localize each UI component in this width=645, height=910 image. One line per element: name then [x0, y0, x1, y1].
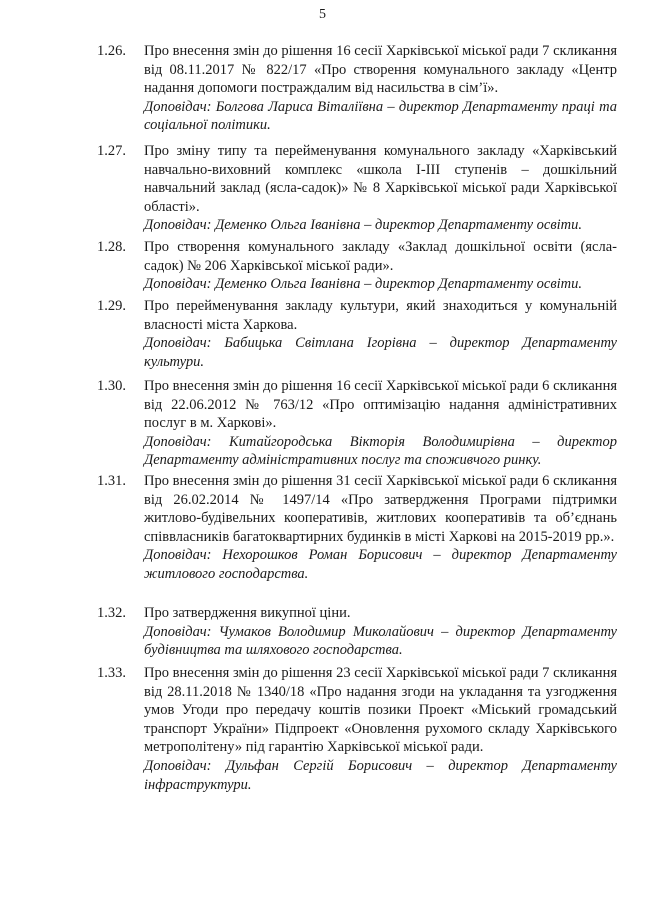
item-number: 1.30.: [97, 378, 126, 394]
item-number: 1.28.: [97, 239, 126, 255]
item-title: Про затвердження викупної ціни.: [144, 605, 351, 621]
item-number: 1.27.: [97, 143, 126, 159]
item-number: 1.26.: [97, 43, 126, 59]
speaker-line: Доповідач: Бабицька Світлана Ігорівна – директор Департаменту культури.: [144, 335, 617, 370]
item-title: Про зміну типу та перейменування комунального закладу «Харківський навчально-виховний комплекс «школа І-ІІІ ступенів – дошкільний навчальний заклад (ясла-садок)» № 8 Харківської міської ради Харківської області».: [144, 143, 617, 215]
item-title: Про створення комунального закладу «Заклад дошкільної освіти (ясла-садок) № 206 Харківської міської ради».: [144, 239, 617, 274]
item-title: Про внесення змін до рішення 16 сесії Харківської міської ради 7 скликання від 08.11.2017 № 822/17 «Про створення комунального закладу «Центр надання допомоги постраждалим від насильства в сім’ї».: [144, 43, 617, 97]
speaker-line: Доповідач: Нехорошков Роман Борисович – директор Департаменту житлового господарства.: [144, 547, 617, 582]
speaker-line: Доповідач: Китайгородська Вікторія Володимирівна – директор Департаменту адміністративних послуг та споживчого ринку.: [144, 433, 617, 469]
item-title: Про внесення змін до рішення 23 сесії Харківської міської ради 7 скликання від 28.11.2018 № 1340/18 «Про надання згоди на укладання та узгодження умов Угоди про передачу коштів позики Проект «Міський громадський транспорт України» Підпроект «Оновлення рухомого складу Харківського метрополітену» під гарантію Харківської міської ради.: [144, 665, 617, 756]
item-number: 1.33.: [97, 665, 126, 681]
speaker-line: Доповідач: Чумаков Володимир Миколайович – директор Департаменту будівництва та шляхового господарства.: [144, 623, 617, 659]
speaker-line: Доповідач: Дульфан Сергій Борисович – директор Департаменту інфраструктури.: [144, 757, 617, 793]
item-title: Про перейменування закладу культури, який знаходиться у комунальній власності міста Харкова.: [144, 298, 617, 333]
page-number: 5: [319, 7, 326, 22]
speaker-line: Доповідач: Деменко Ольга Іванівна – директор Департаменту освіти.: [144, 217, 582, 234]
speaker-line: Доповідач: Деменко Ольга Іванівна – директор Департаменту освіти.: [144, 276, 582, 293]
item-title: Про внесення змін до рішення 31 сесії Харківської міської ради 6 скликання від 26.02.2014 № 1497/14 «Про затвердження Програми підтримки житлово-будівельних кооперативів, житлових кооперативів та об’єднань співвласників багатоквартирних будинків в місті Харкові на 2015-2019 рр.».: [144, 473, 617, 545]
speaker-line: Доповідач: Болгова Лариса Віталіївна – директор Департаменту праці та соціальної політики.: [144, 98, 617, 134]
item-number: 1.32.: [97, 605, 126, 621]
item-number: 1.29.: [97, 298, 126, 314]
item-number: 1.31.: [97, 473, 126, 489]
item-title: Про внесення змін до рішення 16 сесії Харківської міської ради 6 скликання від 22.06.2012 № 763/12 «Про оптимізацію надання адміністративних послуг в м. Харкові».: [144, 378, 617, 432]
